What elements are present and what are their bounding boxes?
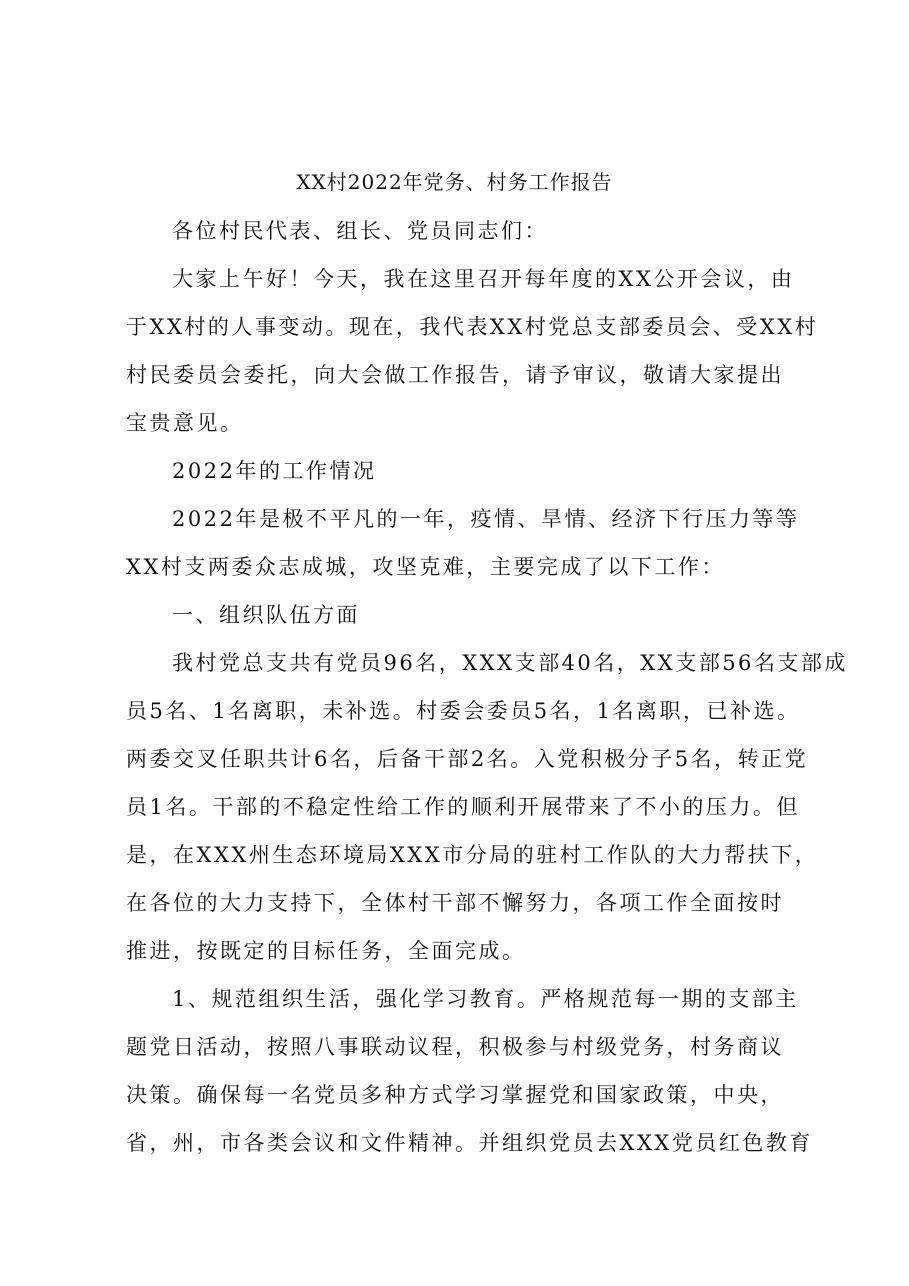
section-heading: 2022年的工作情况: [172, 459, 377, 483]
section-heading: 一、组织队伍方面: [172, 603, 360, 627]
text-line: 员1名。干部的不稳定性给工作的顺利开展带来了不小的压力。但: [126, 795, 800, 819]
text-line: 两委交叉任职共计6名，后备干部2名。入党积极分子5名，转正党: [126, 747, 809, 771]
text-line: 我村党总支共有党员96名，XXX支部40名，XX支部56名支部成: [172, 651, 848, 675]
text-line: XX村支两委众志成城，攻坚克难，主要完成了以下工作：: [126, 555, 725, 579]
text-line: 题党日活动，按照八事联动议程，积极参与村级党务，村务商议: [126, 1035, 784, 1059]
salutation-line: 各位村民代表、组长、党员同志们：: [172, 219, 548, 243]
text-line: 员5名、1名离职，未补选。村委会委员5名，1名离职，已补选。: [126, 699, 801, 723]
text-line: 2022年是极不平凡的一年，疫情、旱情、经济下行压力等等: [172, 507, 800, 531]
text-line: 推进，按既定的目标任务，全面完成。: [126, 939, 526, 963]
text-line: 决策。确保每一名党员多种方式学习掌握党和国家政策，中央，: [126, 1083, 784, 1107]
text-line: 是，在XXX州生态环境局XXX市分局的驻村工作队的大力帮扶下，: [126, 843, 819, 867]
text-line: 1、规范组织生活，强化学习教育。严格规范每一期的支部主: [172, 987, 799, 1011]
document-title: XX村2022年党务、村务工作报告: [296, 170, 613, 194]
text-line: 宝贵意见。: [126, 411, 244, 435]
text-line: 省，州，市各类会议和文件精神。并组织党员去XXX党员红色教育: [126, 1131, 813, 1155]
text-line: 大家上午好！今天，我在这里召开每年度的XX公开会议，由: [172, 267, 795, 291]
text-line: 在各位的大力支持下，全体村干部不懈努力，各项工作全面按时: [126, 891, 784, 915]
text-line: 村民委员会委托，向大会做工作报告，请予审议，敬请大家提出: [126, 363, 784, 387]
text-line: 于XX村的人事变动。现在，我代表XX村党总支部委员会、受XX村: [126, 315, 819, 339]
